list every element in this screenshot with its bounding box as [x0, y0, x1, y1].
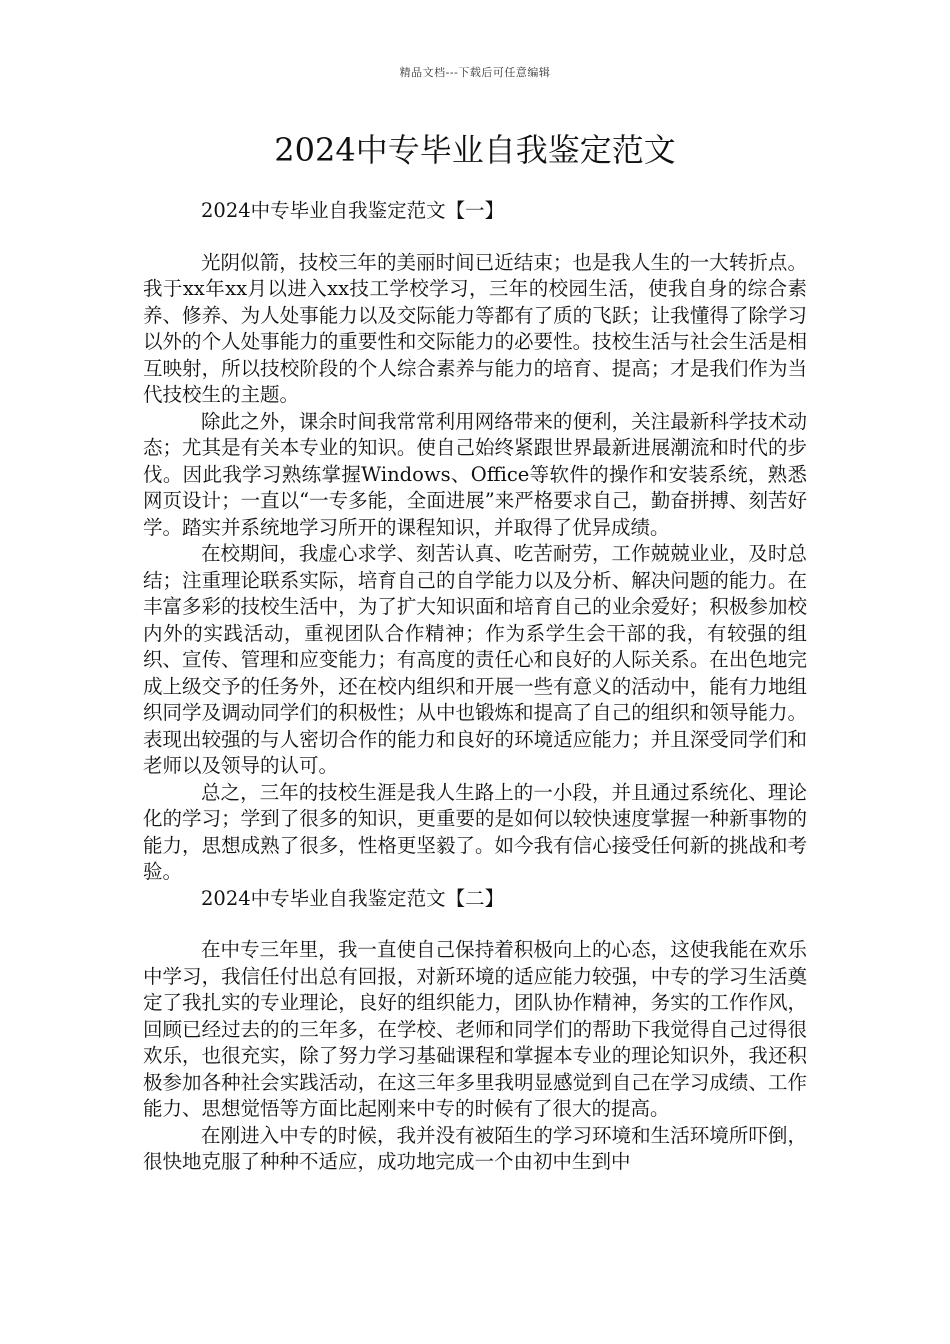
paragraph: 总之，三年的技校生涯是我人生路上的一小段，并且通过系统化、理论化的学习；学到了很多的知识，更重要的是如何以较快速度掌握一种新事物的能力，思想成熟了很多，性格更坚毅了。如今我有信心接受任何新的挑战和考验。	[143, 780, 807, 883]
document-body	[143, 198, 807, 1176]
section-spacer	[143, 225, 807, 250]
header-note: 精品文档---下载后可任意编辑	[399, 66, 551, 79]
document-title: 2024中专毕业自我鉴定范文	[274, 131, 676, 169]
paragraph: 在刚进入中专的时候，我并没有被陌生的学习环境和生活环境所吓倒，很快地克服了种种不适应，成功地完成一个由初中生到中	[143, 1123, 807, 1173]
section-spacer	[143, 912, 807, 937]
section-heading-2: 2024中专毕业自我鉴定范文【二】	[201, 886, 505, 910]
paragraph: 除此之外，课余时间我常常利用网络带来的便利，关注最新科学技术动态；尤其是有关本专业的知识。使自己始终紧跟世界最新进展潮流和时代的步伐。因此我学习熟练掌握Windows、Office等软件的操作和安装系统，熟悉网页设计；一直以“一专多能，全面进展”来严格要求自己，勤奋拼搏、刻苦好学。踏实并系统地学习所开的课程知识，并取得了优异成绩。	[143, 409, 807, 539]
paragraph: 在校期间，我虚心求学、刻苦认真、吃苦耐劳，工作兢兢业业，及时总结；注重理论联系实际，培育自己的自学能力以及分析、解决问题的能力。在丰富多彩的技校生活中，为了扩大知识面和培育自己的业余爱好；积极参加校内外的实践活动，重视团队合作精神；作为系学生会干部的我，有较强的组织、宣传、管理和应变能力；有高度的责任心和良好的人际关系。在出色地完成上级交予的任务外，还在校内组织和开展一些有意义的活动中，能有力地组织同学及调动同学们的积极性；从中也锻炼和提高了自己的组织和领导能力。表现出较强的与人密切合作的能力和良好的环境适应能力；并且深受同学们和老师以及领导的认可。	[143, 542, 807, 777]
section-heading-1: 2024中专毕业自我鉴定范文【一】	[201, 199, 505, 222]
paragraph: 光阴似箭，技校三年的美丽时间已近结束；也是我人生的一大转折点。我于xx年xx月以进入xx技工学校学习，三年的校园生活，使我自身的综合素养、修养、为人处事能力以及交际能力等都有了质的飞跃；让我懂得了除学习以外的个人处事能力的重要性和交际能力的必要性。技校生活与社会生活是相互映射，所以技校阶段的个人综合素养与能力的培育、提高；才是我们作为当代技校生的主题。	[143, 250, 807, 406]
paragraph: 在中专三年里，我一直使自己保持着积极向上的心态，这使我能在欢乐中学习，我信任付出总有回报，对新环境的适应能力较强，中专的学习生活奠定了我扎实的专业理论，良好的组织能力，团队协作精神，务实的工作作风，回顾已经过去的的三年多，在学校、老师和同学们的帮助下我觉得自己过得很欢乐，也很充实，除了努力学习基础课程和掌握本专业的理论知识外，我还积极参加各种社会实践活动，在这三年多里我明显感觉到自己在学习成绩、工作能力、思想觉悟等方面比起刚来中专的时候有了很大的提高。	[143, 938, 807, 1120]
